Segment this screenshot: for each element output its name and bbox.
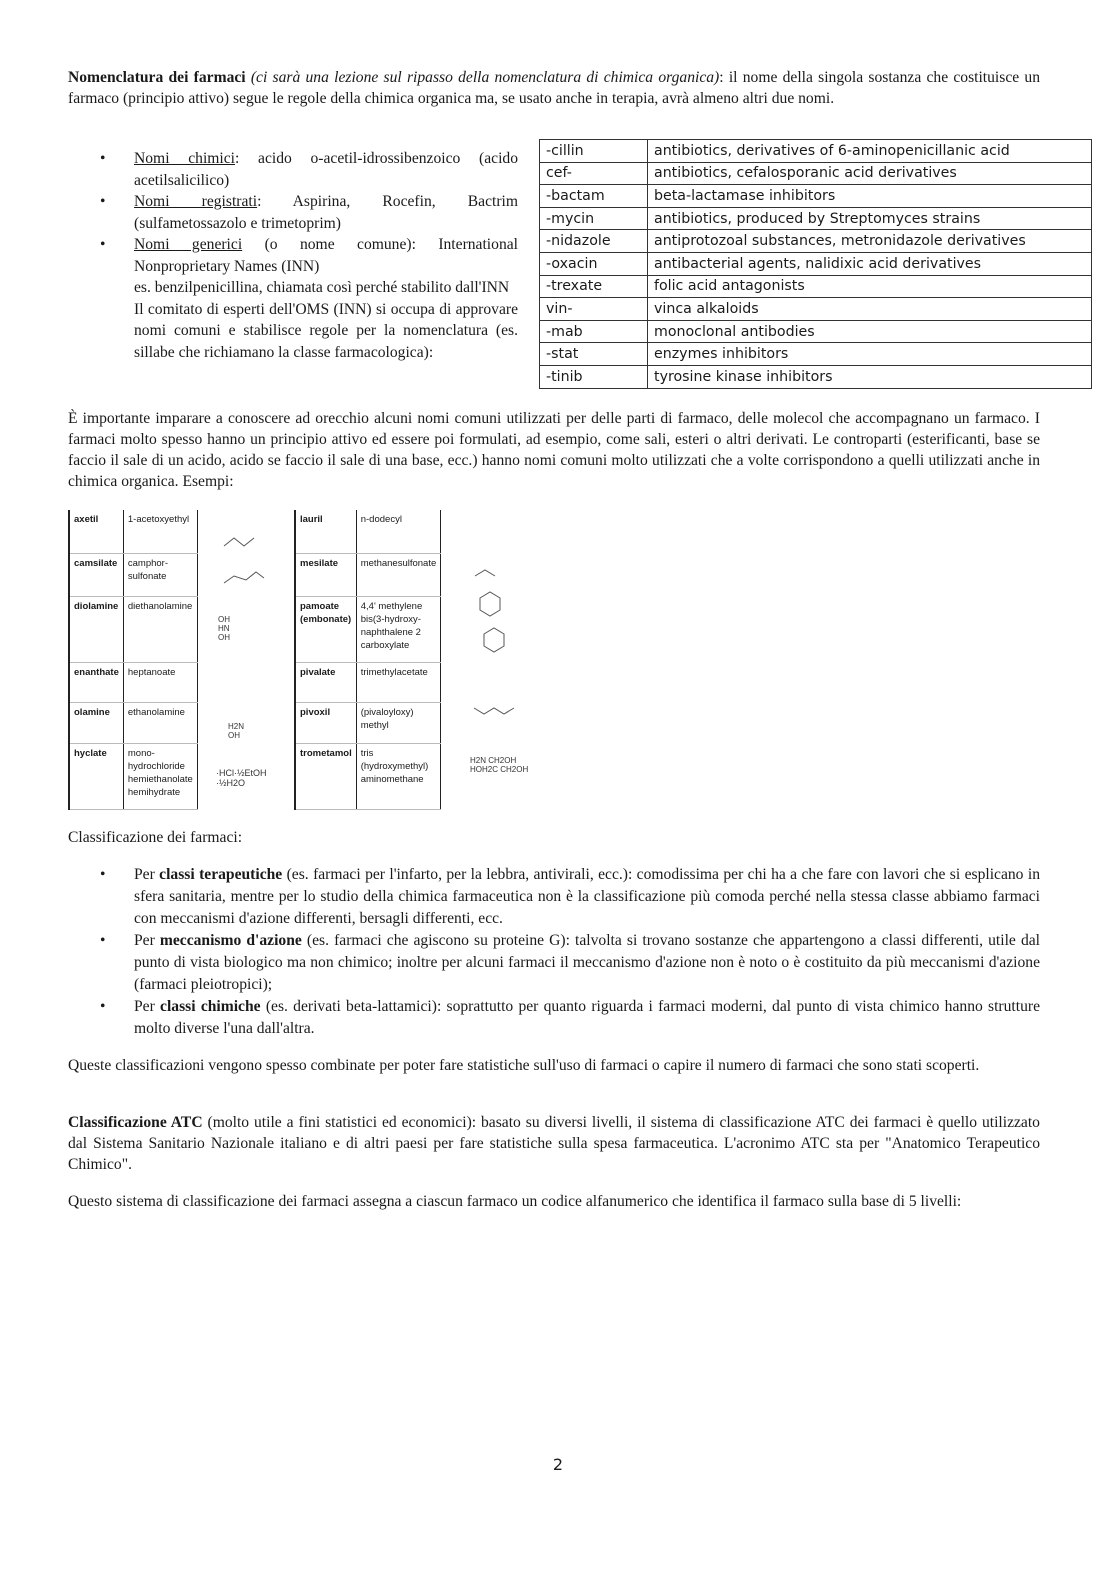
- list-item-prefix: Per: [134, 932, 160, 949]
- salt-meaning-cell: diethanolamine: [123, 596, 197, 662]
- salt-meaning-cell: tris (hydroxymethyl) aminomethane: [356, 743, 441, 809]
- list-item: • Per meccanismo d'azione (es. farmaci che agiscono su proteine G): talvolta si trovano sostanze che appartengono a classi differenti, utile dal punto di vista biologico ma non chimico; inoltre per alcuni farmaci il meccanismo d'azione non è noto o è costituito da più meccanismi d'azione (farmaci pleiotropici);: [100, 932, 1040, 993]
- salt-name-cell: lauril: [295, 510, 356, 553]
- list-item: • Nomi chimici: acido o-acetil-idrossibenzoico (acido acetilsalicilico): [100, 150, 518, 189]
- meaning-cell: antibiotics, produced by Streptomyces strains: [648, 207, 1092, 230]
- list-item-label: Nomi registrati: [134, 193, 258, 210]
- list-item-prefix: Per: [134, 866, 160, 883]
- intro-paragraph: [68, 67, 1040, 109]
- list-item: • Nomi registrati: Aspirina, Rocefin, Bactrim (sulfametossazolo e trimetoprim): [100, 193, 519, 232]
- chem-structure-pamoate: [470, 560, 535, 660]
- list-item: • Nomi generici (o nome comune): International Nonproprietary Names (INN) es. benzilpenicillina, chiamata così perché stabilito dall'INN Il comitato di esperti dell'OMS (INN) si occupa di approvare nomi comuni e stabilisce regole per la nomenclatura (es. sillabe che richiamano la classe farmacologica):: [100, 236, 518, 361]
- table-row: [540, 185, 1092, 208]
- intro-text: : il nome della singola sostanza che costituisce un farmaco (principio attivo) segue le regole della chimica organica ma, se usato anche in terapia, avrà almeno altri due nomi.: [68, 69, 1040, 107]
- table-row: [540, 298, 1092, 321]
- statistics-paragraph: Queste classificazioni vengono spesso combinate per poter fare statistiche sull'uso di farmaci o capire il numero di farmaci che sono stati scoperti.: [68, 1057, 980, 1074]
- salt-meaning-cell: n-dodecyl: [356, 510, 441, 553]
- classification-heading: Classificazione dei farmaci:: [68, 829, 243, 846]
- salt-meaning-cell: methanesulfonate: [356, 553, 441, 596]
- salt-meaning-cell: heptanoate: [123, 662, 197, 702]
- salts-intro-paragraph: È importante imparare a conoscere ad orecchio alcuni nomi comuni utilizzati per delle parti di farmaco, delle molecol che accompagnano un farmaco. I farmaci molto spesso hanno un principio attivo ed essere poi formulati, ad esempio, come sali, esteri o altri derivati. Le controparti (esterificanti, base se faccio il sale di un acido, acido se faccio il sale di una base, ecc.) hanno nomi comuni molto utilizzati che a volte corrispondono a quelli utilizzati anche in chimica organica. Esempi:: [68, 410, 1040, 490]
- salt-name-cell: axetil: [69, 510, 123, 553]
- meaning-cell: antibiotics, cefalosporanic acid derivatives: [648, 162, 1092, 185]
- suffix-table: [539, 139, 1092, 389]
- salt-name-cell: pivoxil: [295, 702, 356, 743]
- list-item-text: (es. farmaci per l'infarto, per la lebbra, antivirali, ecc.): comodissima per chi ha a che fare con lavori che si esplicano in sfera sanitaria, mentre per lo studio della chimica farmaceutica non è la classificazione più comoda perché nella stessa classe abbiamo farmaci con meccanismi d'azione differenti, bersagli differenti, ecc.: [134, 866, 1040, 927]
- salts-table-right: [294, 510, 441, 810]
- salt-meaning-cell: (pivaloyloxy) methyl: [356, 702, 441, 743]
- table-row: [295, 662, 441, 702]
- table-row: [295, 553, 441, 596]
- suffix-cell: -mycin: [540, 207, 648, 230]
- salt-meaning-cell: 4,4' methylene bis(3-hydroxy-naphthalene 2 carboxylate: [356, 596, 441, 662]
- table-row: [295, 743, 441, 809]
- suffix-table-body: [540, 140, 1092, 389]
- suffix-cell: -mab: [540, 320, 648, 343]
- table-row: [295, 510, 441, 553]
- table-row: [540, 320, 1092, 343]
- list-item-text: (es. farmaci che agiscono su proteine G): talvolta si trovano sostanze che appartengono a classi differenti, utile dal punto di vista biologico ma non chimico; inoltre per alcuni farmaci il meccanismo d'azione non è noto o è costituito da più meccanismi d'azione (farmaci pleiotropici);: [134, 932, 1040, 993]
- suffix-cell: -stat: [540, 343, 648, 366]
- meaning-cell: tyrosine kinase inhibitors: [648, 365, 1092, 388]
- table-row: [69, 596, 197, 662]
- suffix-cell: -bactam: [540, 185, 648, 208]
- chem-formula-hyclate: ·HCl·½EtOH ·½H2O: [216, 768, 267, 788]
- list-item-term: classi chimiche: [160, 998, 261, 1015]
- list-item-term: classi terapeutiche: [159, 866, 283, 883]
- salt-name-cell: mesilate: [295, 553, 356, 596]
- list-item: • Per classi terapeutiche (es. farmaci per l'infarto, per la lebbra, antivirali, ecc.): comodissima per chi ha a che fare con lavori che si esplicano in sfera sanitaria, mentre per lo studio della chimica farmaceutica non è la classificazione più comoda perché nella stessa classe abbiamo farmaci con meccanismi d'azione differenti, bersagli differenti, ecc.: [100, 866, 1040, 927]
- atc-paragraph: [68, 1112, 1040, 1175]
- table-row: [69, 743, 197, 809]
- intro-aside: (ci sarà una lezione sul ripasso della nomenclatura di chimica organica): [250, 69, 720, 86]
- chem-structure-axetil: [216, 518, 276, 598]
- salt-name-cell: olamine: [69, 702, 123, 743]
- salt-name-cell: trometamol: [295, 743, 356, 809]
- meaning-cell: antibacterial agents, nalidixic acid derivatives: [648, 252, 1092, 275]
- salt-name-cell: pamoate (embonate): [295, 596, 356, 662]
- list-item-note: Il comitato di esperti dell'OMS (INN) si occupa di approvare nomi comuni e stabilisce regole per la nomenclatura (es. sillabe che richiamano la classe farmacologica):: [134, 300, 518, 361]
- salt-name-cell: enanthate: [69, 662, 123, 702]
- names-list: [68, 148, 518, 363]
- atc-text: (molto utile a fini statistici ed economici): basato su diversi livelli, il sistema di classificazione ATC dei farmaci è quello utilizzato dal Sistema Sanitario Nazionale italiano e di altri paesi per fare statistiche sulla spesa farmaceutica. L'acronimo ATC sta per "Anatomico Terapeutico Chimico".: [68, 1114, 1040, 1173]
- salt-name-cell: pivalate: [295, 662, 356, 702]
- table-row: [540, 365, 1092, 388]
- suffix-cell: -tinib: [540, 365, 648, 388]
- list-item-text: (es. derivati beta-lattamici): soprattutto per quanto riguarda i farmaci moderni, dal punto di vista chimico hanno strutture molto diverse l'una dall'altra.: [134, 998, 1041, 1037]
- suffix-cell: -nidazole: [540, 230, 648, 253]
- meaning-cell: enzymes inhibitors: [648, 343, 1092, 366]
- meaning-cell: vinca alkaloids: [648, 298, 1092, 321]
- suffix-cell: -trexate: [540, 275, 648, 298]
- table-row: [540, 230, 1092, 253]
- suffix-cell: -cillin: [540, 140, 648, 163]
- salt-meaning-cell: 1-acetoxyethyl: [123, 510, 197, 553]
- meaning-cell: folic acid antagonists: [648, 275, 1092, 298]
- levels-paragraph: Questo sistema di classificazione dei farmaci assegna a ciascun farmaco un codice alfanumerico che identifica il farmaco sulla base di 5 livelli:: [68, 1193, 962, 1210]
- table-row: [69, 553, 197, 596]
- suffix-cell: cef-: [540, 162, 648, 185]
- chem-structure-diolamine: OH HN OH: [218, 615, 230, 642]
- salt-meaning-cell: ethanolamine: [123, 702, 197, 743]
- table-row: [69, 510, 197, 553]
- chem-structure-pivoxil: [470, 700, 530, 730]
- table-row: [540, 343, 1092, 366]
- meaning-cell: antibiotics, derivatives of 6-aminopenicillanic acid: [648, 140, 1092, 163]
- meaning-cell: beta-lactamase inhibitors: [648, 185, 1092, 208]
- salt-meaning-cell: camphor-sulfonate: [123, 553, 197, 596]
- salt-meaning-cell: mono-hydrochloride hemiethanolate hemihydrate: [123, 743, 197, 809]
- table-row: [295, 702, 441, 743]
- chem-structure-olamine: H2N OH: [228, 722, 245, 740]
- table-row: [540, 252, 1092, 275]
- intro-title: Nomenclatura dei farmaci: [68, 69, 246, 86]
- salts-table-left: [68, 510, 198, 810]
- list-item-label: Nomi chimici: [134, 150, 235, 167]
- table-row: [540, 275, 1092, 298]
- list-item-prefix: Per: [134, 998, 161, 1015]
- list-item-text: : Aspirina, Rocefin, Bactrim (sulfametossazolo e trimetoprim): [134, 193, 519, 232]
- salt-name-cell: diolamine: [69, 596, 123, 662]
- table-row: [540, 140, 1092, 163]
- salt-meaning-cell: trimethylacetate: [356, 662, 441, 702]
- table-row: [69, 662, 197, 702]
- list-item-text: : acido o-acetil-idrossibenzoico (acido acetilsalicilico): [134, 150, 518, 189]
- table-row: [69, 702, 197, 743]
- table-row: [540, 162, 1092, 185]
- list-item-example: es. benzilpenicillina, chiamata così perché stabilito dall'INN: [134, 279, 510, 296]
- page-number: 2: [552, 1455, 564, 1474]
- table-row: [295, 596, 441, 662]
- suffix-cell: vin-: [540, 298, 648, 321]
- list-item-term: meccanismo d'azione: [159, 932, 302, 949]
- meaning-cell: antiprotozoal substances, metronidazole derivatives: [648, 230, 1092, 253]
- list-item-text: (o nome comune): International Nonproprietary Names (INN): [134, 236, 518, 275]
- list-item-label: Nomi generici: [134, 236, 243, 253]
- salt-name-cell: camsilate: [69, 553, 123, 596]
- table-row: [540, 207, 1092, 230]
- suffix-cell: -oxacin: [540, 252, 648, 275]
- meaning-cell: monoclonal antibodies: [648, 320, 1092, 343]
- list-item: • Per classi chimiche (es. derivati beta-lattamici): soprattutto per quanto riguarda i farmaci moderni, dal punto di vista chimico hanno strutture molto diverse l'una dall'altra.: [100, 998, 1041, 1037]
- atc-title: Classificazione ATC: [68, 1114, 203, 1131]
- classification-list: [68, 864, 1040, 1040]
- chem-structure-trometamol: H2N CH2OH HOH2C CH2OH: [470, 756, 529, 774]
- salt-name-cell: hyclate: [69, 743, 123, 809]
